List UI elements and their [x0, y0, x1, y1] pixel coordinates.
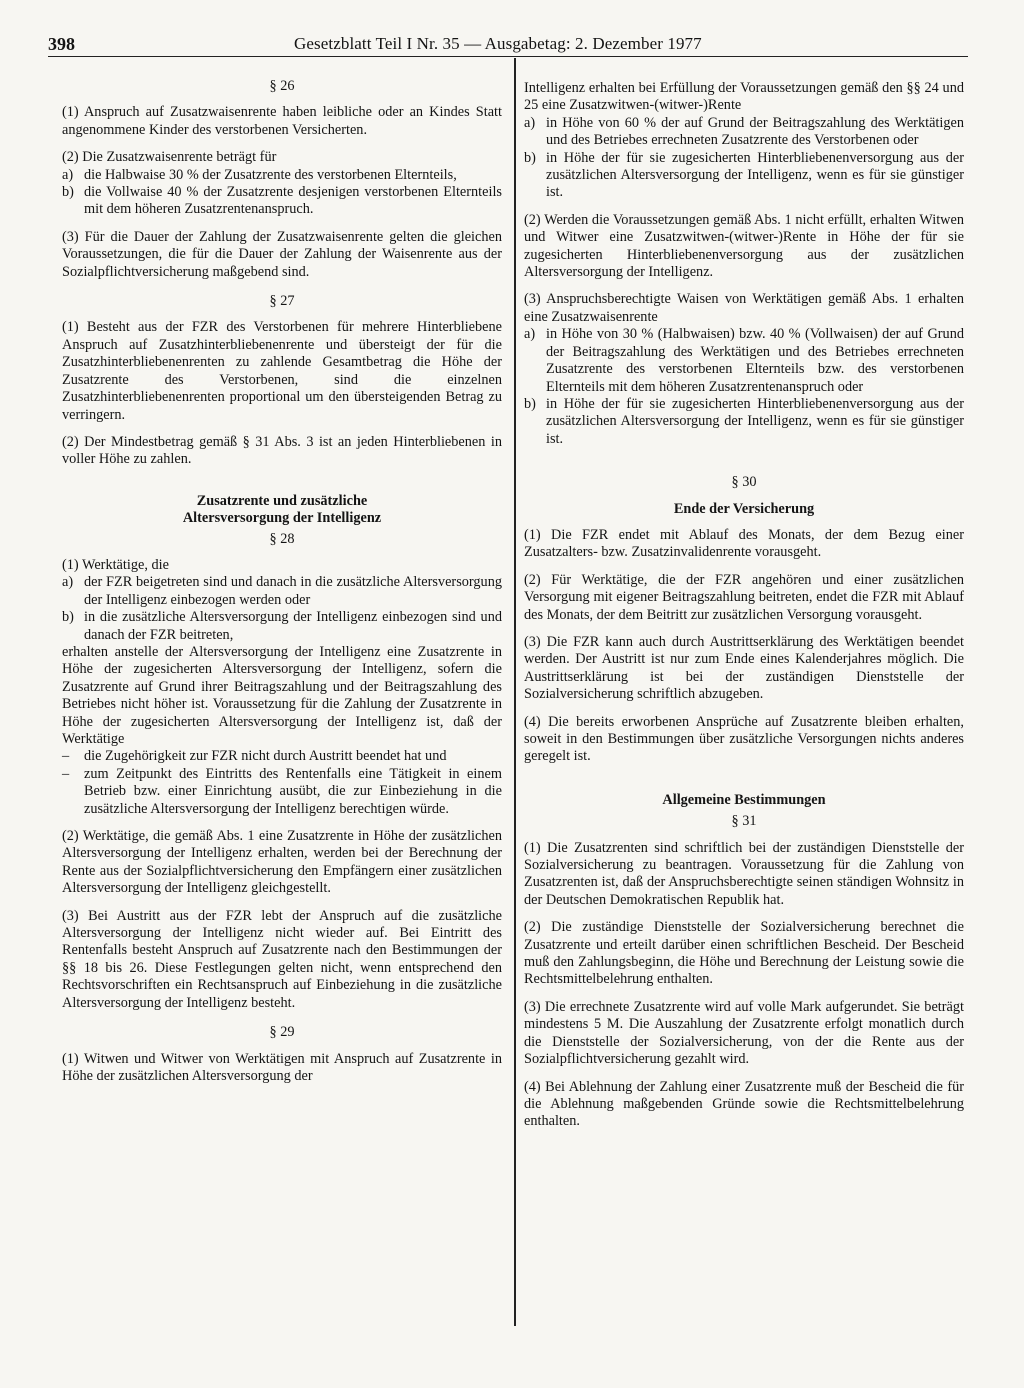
paragraph: (1) Die FZR endet mit Ablauf des Monats, der dem Bezug einer Zusatzalters- bzw. Zusatzinvalidenrente vorausgeht.: [524, 526, 964, 561]
list-label: a): [62, 574, 74, 591]
list-label: –: [62, 748, 70, 765]
list-item: [62, 766, 502, 818]
list-text: in Höhe von 60 % der auf Grund der Beitragszahlung des Werktätigen und des Betriebes errechneten Zusatzrente des Verstorbenen oder: [546, 114, 964, 149]
list-item: [524, 150, 964, 202]
list-item: [62, 609, 502, 644]
paragraph: (1) Anspruch auf Zusatzwaisenrente haben leibliche oder an Kindes Statt angenommene Kinder des verstorbenen Versicherten.: [62, 104, 502, 138]
section-title: Allgemeine Bestimmungen: [662, 791, 826, 808]
list-text: die Vollwaise 40 % der Zusatzrente desjenigen verstorbenen Elternteils mit dem höheren Zusatzrentenanspruch.: [84, 184, 502, 218]
list-label: b): [62, 609, 74, 626]
paragraph: (3) Die errechnete Zusatzrente wird auf volle Mark aufgerundet. Sie beträgt mindestens 5 M. Die Auszahlung der Zusatzrente erfolgt monatlich durch die Dienststelle der Sozialversicherung, von der die Rente aus der Sozialpflichtversicherung gezahlt wird.: [524, 998, 964, 1068]
list-item: [524, 326, 964, 396]
list-label: a): [524, 114, 536, 131]
list-item: [62, 748, 502, 765]
paragraph: (3) Für die Dauer der Zahlung der Zusatzwaisenrente gelten die gleichen Voraussetzungen, die für die Dauer der Zahlung der Waisenrente aus der Sozialpflichtversicherung maßgebend sind.: [62, 228, 502, 280]
list-label: b): [524, 395, 536, 412]
list-text: in Höhe der für sie zugesicherten Hinterbliebenenversorgung aus der zusätzlichen Altersversorgung der Intelligenz, wenn es für sie günstiger ist.: [546, 395, 964, 447]
paragraph: (3) Die FZR kann auch durch Austrittserklärung des Werktätigen beendet werden. Der Austritt ist nur zum Ende eines Kalenderjahres möglich. Die Austrittserklärung ist bei der zuständigen Dienststelle der Sozialversicherung schriftlich abzugeben.: [524, 633, 964, 703]
paragraph: (1) Witwen und Witwer von Werktätigen mit Anspruch auf Zusatzrente in Höhe der zusätzlichen Altersversorgung der: [62, 1050, 502, 1084]
paragraph-intro: (2) Die Zusatzwaisenrente beträgt für: [62, 149, 277, 166]
section-title-line: Zusatzrente und zusätzliche: [196, 492, 368, 509]
list-label: a): [62, 166, 74, 183]
list-label: a): [524, 326, 536, 343]
section-heading-27: § 27: [269, 293, 295, 310]
list-item: [524, 396, 964, 448]
section-heading-29: § 29: [269, 1024, 295, 1041]
left-column: [62, 78, 502, 1085]
paragraph: (2) Der Mindestbetrag gemäß § 31 Abs. 3 ist an jeden Hinterbliebenen in voller Höhe zu zahlen.: [62, 433, 502, 468]
page-number: 398: [48, 34, 75, 54]
paragraph: (2) Werden die Voraussetzungen gemäß Abs. 1 nicht erfüllt, erhalten Witwen und Witwer eine Zusatzwitwen-(witwer-)Rente in Höhe der für sie zugesicherten Hinterbliebenenversorgung aus der zusätzlichen Altersversorgung der Intelligenz.: [524, 211, 964, 281]
paragraph: (1) Besteht aus der FZR des Verstorbenen für mehrere Hinterbliebene Anspruch auf Zusatzhinterbliebenenrente und übersteigt der für die Zusatzhinterbliebenenrenten zu zahlende Gesamtbetrag die Höhe der Zusatzrente des Verstorbenen, sind die einzelnen Zusatzhinterbliebenenrenten proportional um den übersteigenden Betrag zu verringern.: [62, 319, 502, 423]
section-heading-26: § 26: [269, 78, 295, 94]
paragraph: (3) Bei Austritt aus der FZR lebt der Anspruch auf die zusätzliche Altersversorgung der Intelligenz nicht wieder auf. Bei Eintritt des Rentenfalls besteht Anspruch auf Zusatzrente nach den Bestimmungen der §§ 18 bis 26. Diese Festlegungen gelten nicht, wenn entsprechend den Rechtsvorschriften ein Rechtsanspruch auf Einbeziehung in die zusätzliche Altersversorgung der Intelligenz besteht.: [62, 907, 502, 1011]
list-text: zum Zeitpunkt des Eintritts des Rentenfalls eine Tätigkeit in einem Betrieb bzw. einer Einrichtung ausübt, die zur Einbeziehung in die zusätzliche Altersversorgung der Intelligenz berechtigen würde.: [84, 765, 502, 817]
paragraph: Intelligenz erhalten bei Erfüllung der Voraussetzungen gemäß den §§ 24 und 25 eine Zusatzwitwen-(witwer-)Rente: [524, 80, 964, 114]
right-column: [524, 80, 964, 1141]
paragraph: (2) Die zuständige Dienststelle der Sozialversicherung berechnet die Zusatzrente und erteilt darüber einen schriftlichen Bescheid. Der Bescheid muß den Zahlungsbeginn, die Höhe und Berechnung der Leistung sowie die Rechtsmittelbelehrung enthalten.: [524, 919, 964, 988]
column-divider: [514, 58, 516, 1326]
paragraph: (2) Werktätige, die gemäß Abs. 1 eine Zusatzrente in Höhe der zusätzlichen Altersversorgung der Intelligenz erhalten, werden bei der Berechnung der Rente aus der Sozialpflichtversicherung den Empfängern einer zusätzlichen Altersversorgung der Intelligenz gleichgestellt.: [62, 828, 502, 897]
paragraph: (1) Die Zusatzrenten sind schriftlich bei der zuständigen Dienststelle der Sozialversicherung zu beantragen. Voraussetzung für die Zahlung von Zusatzrenten ist, daß der Anspruchsberechtigte seinen ständigen Wohnsitz in der Deutschen Demokratischen Republik hat.: [524, 839, 964, 908]
list-item: [62, 574, 502, 609]
paragraph: (2) Für Werktätige, die der FZR angehören und einer zusätzlichen Versorgung mit eigener Beitragszahlung beitreten, endet die FZR mit Ablauf des Monats, der dem Beitritt zur zusätzlichen Versorgung vorausgeht.: [524, 571, 964, 623]
header-title: Gesetzblatt Teil I Nr. 35 — Ausgabetag: 2. Dezember 1977: [294, 34, 702, 53]
list-text: die Halbwaise 30 % der Zusatzrente des verstorbenen Elternteils,: [84, 166, 457, 183]
section-heading-28: § 28: [269, 530, 295, 547]
list-label: b): [524, 149, 536, 166]
section-heading-31: § 31: [731, 813, 757, 830]
list-label: –: [62, 765, 70, 782]
page-header: [48, 34, 968, 57]
paragraph-intro: (1) Werktätige, die: [62, 556, 169, 573]
paragraph: (4) Die bereits erworbenen Ansprüche auf Zusatzrente bleiben erhalten, soweit in den Bestimmungen über zusätzliche Versorgungen nichts anderes geregelt ist.: [524, 713, 964, 765]
list-text: in die zusätzliche Altersversorgung der Intelligenz einbezogen sind und danach der FZR beitreten,: [84, 609, 502, 643]
paragraph: erhalten anstelle der Altersversorgung der Intelligenz eine Zusatzrente in Höhe der zugesicherten Altersversorgung der Intelligenz, sofern die Zusatzrente auf Grund ihrer Beitragszahlung und der Beitragszahlung des Betriebes nicht höher ist. Voraussetzung für die Zahlung der Zusatzrente in Höhe der zugesicherten Altersversorgung der Intelligenz ist, daß der Werktätige: [62, 643, 502, 747]
list-item: [62, 184, 502, 219]
list-text: in Höhe der für sie zugesicherten Hinterbliebenenversorgung aus der zusätzlichen Altersversorgung der Intelligenz, wenn es für sie günstiger ist.: [546, 149, 964, 201]
paragraph-intro: (3) Anspruchsberechtigte Waisen von Werktätigen gemäß Abs. 1 erhalten eine Zusatzwaisenrente: [524, 291, 964, 325]
list-text: die Zugehörigkeit zur FZR nicht durch Austritt beendet hat und: [84, 748, 447, 765]
section-heading-30: § 30: [731, 474, 757, 491]
paragraph: (4) Bei Ablehnung der Zahlung einer Zusatzrente muß der Bescheid die für die Ablehnung maßgebenden Gründe sowie die Rechtsmittelbelehrung enthalten.: [524, 1078, 964, 1130]
list-item: [62, 167, 502, 184]
list-text: in Höhe von 30 % (Halbwaisen) bzw. 40 % (Vollwaisen) der auf Grund der Beitragszahlung des Werktätigen und des Betriebes errechneten Zusatzrente des verstorbenen Elternteils bzw. des verstorbenen Elternteils mit dem höheren Zusatzrentenanspruch oder: [546, 326, 964, 395]
list-label: b): [62, 184, 74, 201]
section-title: Ende der Versicherung: [673, 500, 815, 517]
section-title-line: Altersversorgung der Intelligenz: [182, 510, 382, 527]
list-text: der FZR beigetreten sind und danach in die zusätzliche Altersversorgung der Intelligenz einbezogen werden oder: [84, 574, 502, 608]
list-item: [524, 115, 964, 150]
